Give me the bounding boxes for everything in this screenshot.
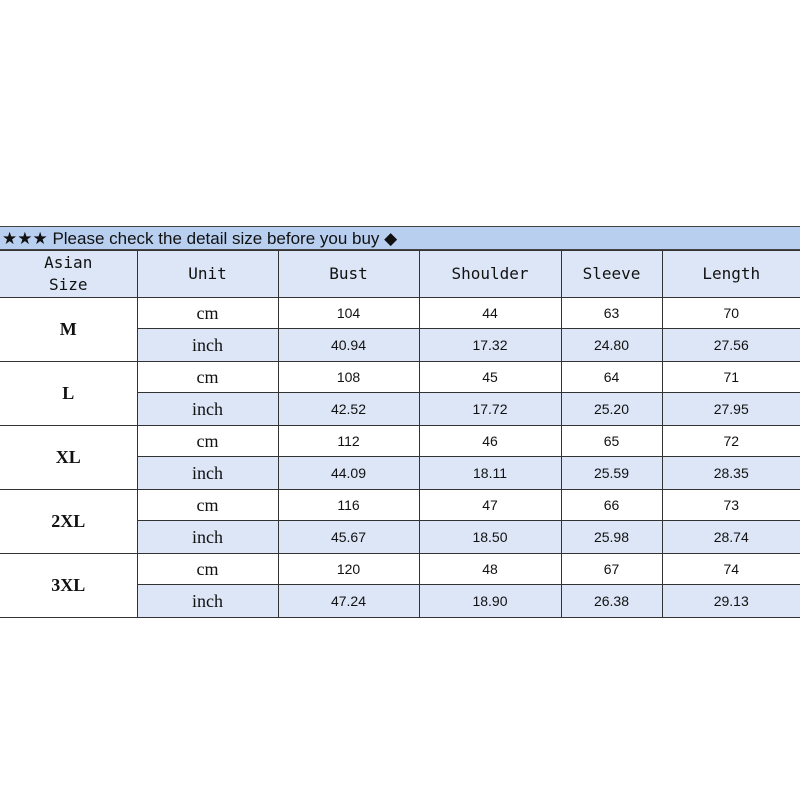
- bust-cell: 40.94: [278, 329, 419, 362]
- size-table: [0, 250, 800, 618]
- bust-cell: 45.67: [278, 521, 419, 554]
- shoulder-cell: 17.72: [419, 393, 561, 426]
- bust-cell: 42.52: [278, 393, 419, 426]
- size-label-xl: XL: [0, 426, 137, 490]
- bust-cell: 116: [278, 490, 419, 521]
- sleeve-cell: 65: [561, 426, 662, 457]
- shoulder-cell: 17.32: [419, 329, 561, 362]
- sleeve-cell: 63: [561, 298, 662, 329]
- sleeve-cell: 25.20: [561, 393, 662, 426]
- table-row-m-cm: [0, 298, 800, 329]
- unit-cell: inch: [137, 393, 278, 426]
- sleeve-cell: 24.80: [561, 329, 662, 362]
- shoulder-cell: 46: [419, 426, 561, 457]
- sleeve-cell: 25.98: [561, 521, 662, 554]
- unit-cell: cm: [137, 298, 278, 329]
- length-cell: 73: [662, 490, 800, 521]
- length-cell: 28.35: [662, 457, 800, 490]
- shoulder-cell: 48: [419, 554, 561, 585]
- size-label-l: L: [0, 362, 137, 426]
- unit-cell: inch: [137, 521, 278, 554]
- table-row-3xl-cm: [0, 554, 800, 585]
- length-cell: 70: [662, 298, 800, 329]
- unit-cell: cm: [137, 490, 278, 521]
- header-asian-size-line2: Size: [48, 275, 88, 294]
- length-cell: 74: [662, 554, 800, 585]
- sleeve-cell: 64: [561, 362, 662, 393]
- header-unit: Unit: [137, 251, 278, 298]
- shoulder-cell: 18.11: [419, 457, 561, 490]
- header-length: Length: [662, 251, 800, 298]
- unit-cell: inch: [137, 457, 278, 490]
- length-cell: 71: [662, 362, 800, 393]
- shoulder-cell: 44: [419, 298, 561, 329]
- bust-cell: 120: [278, 554, 419, 585]
- shoulder-cell: 47: [419, 490, 561, 521]
- size-label-m: M: [0, 298, 137, 362]
- bust-cell: 44.09: [278, 457, 419, 490]
- bust-cell: 112: [278, 426, 419, 457]
- header-bust: Bust: [278, 251, 419, 298]
- header-row: [0, 251, 800, 298]
- header-asian-size-line1: Asian: [44, 253, 93, 272]
- table-row-2xl-cm: [0, 490, 800, 521]
- bust-cell: 104: [278, 298, 419, 329]
- unit-cell: cm: [137, 426, 278, 457]
- size-label-2xl: 2XL: [0, 490, 137, 554]
- length-cell: 29.13: [662, 585, 800, 618]
- unit-cell: inch: [137, 585, 278, 618]
- sleeve-cell: 25.59: [561, 457, 662, 490]
- unit-cell: cm: [137, 554, 278, 585]
- shoulder-cell: 18.90: [419, 585, 561, 618]
- length-cell: 27.56: [662, 329, 800, 362]
- size-chart-banner: ★★★ Please check the detail size before you buy ◆: [0, 226, 800, 250]
- sleeve-cell: 26.38: [561, 585, 662, 618]
- length-cell: 27.95: [662, 393, 800, 426]
- shoulder-cell: 45: [419, 362, 561, 393]
- header-sleeve: Sleeve: [561, 251, 662, 298]
- table-row-l-cm: [0, 362, 800, 393]
- sleeve-cell: 66: [561, 490, 662, 521]
- unit-cell: cm: [137, 362, 278, 393]
- sleeve-cell: 67: [561, 554, 662, 585]
- header-asian-size: [0, 251, 137, 298]
- unit-cell: inch: [137, 329, 278, 362]
- size-chart: [0, 226, 800, 618]
- table-row-xl-cm: [0, 426, 800, 457]
- length-cell: 28.74: [662, 521, 800, 554]
- bust-cell: 47.24: [278, 585, 419, 618]
- bust-cell: 108: [278, 362, 419, 393]
- header-shoulder: Shoulder: [419, 251, 561, 298]
- size-label-3xl: 3XL: [0, 554, 137, 618]
- length-cell: 72: [662, 426, 800, 457]
- shoulder-cell: 18.50: [419, 521, 561, 554]
